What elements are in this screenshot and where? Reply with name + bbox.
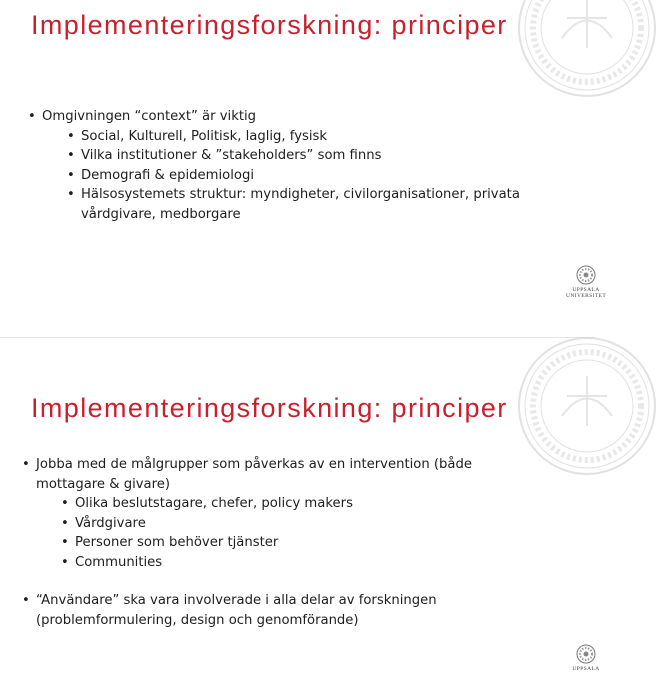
slide-1 [0,0,607,338]
bullet-text: “Användare” ska vara involverade i alla delar av forskningen (problemformulering, design och genomförande) [36,593,437,628]
bullet-text: Jobba med de målgrupper som påverkas av en intervention (både mottagare & givare) [36,457,472,492]
logo-text: UPPSALA [572,666,600,672]
university-logo [566,265,606,299]
slide-2 [0,338,600,675]
uppsala-university-logo-icon [576,644,596,664]
sub-bullet-item: • Vårdgivare [61,514,522,534]
bullet-item [28,107,528,224]
university-seal-watermark-icon [517,0,657,98]
slide-title: Implementeringsforskning: principer [31,393,508,423]
sub-bullet-item: • Vilka institutioner & ”stakeholders” som finns [67,146,528,166]
sub-bullet-item: • Demografi & epidemiologi [67,166,528,186]
sub-bullet-item: • Personer som behöver tjänster [61,533,522,553]
sub-bullet-item: • Communities [61,553,522,573]
uppsala-university-logo-icon [576,265,596,285]
sub-bullet-item: • Social, Kulturell, Politisk, laglig, fysisk [67,127,528,147]
bullet-list [22,455,522,630]
slide-title: Implementeringsforskning: principer [31,10,508,40]
sub-bullet-item: • Olika beslutstagare, chefer, policy makers [61,494,522,514]
logo-text: UPPSALA UNIVERSITET [566,287,607,299]
sub-bullet-list [36,494,522,572]
sub-bullet-list [42,127,528,225]
bullet-item [22,455,522,572]
bullet-item [22,591,522,630]
university-seal-watermark-icon [517,336,657,476]
sub-bullet-item: • Hälsosystemets struktur: myndigheter, civilorganisationer, privata vårdgivare, medborgare [67,185,528,224]
university-logo [566,644,606,672]
bullet-list [28,107,528,224]
bullet-text: Omgivningen “context” är viktig [42,109,257,124]
